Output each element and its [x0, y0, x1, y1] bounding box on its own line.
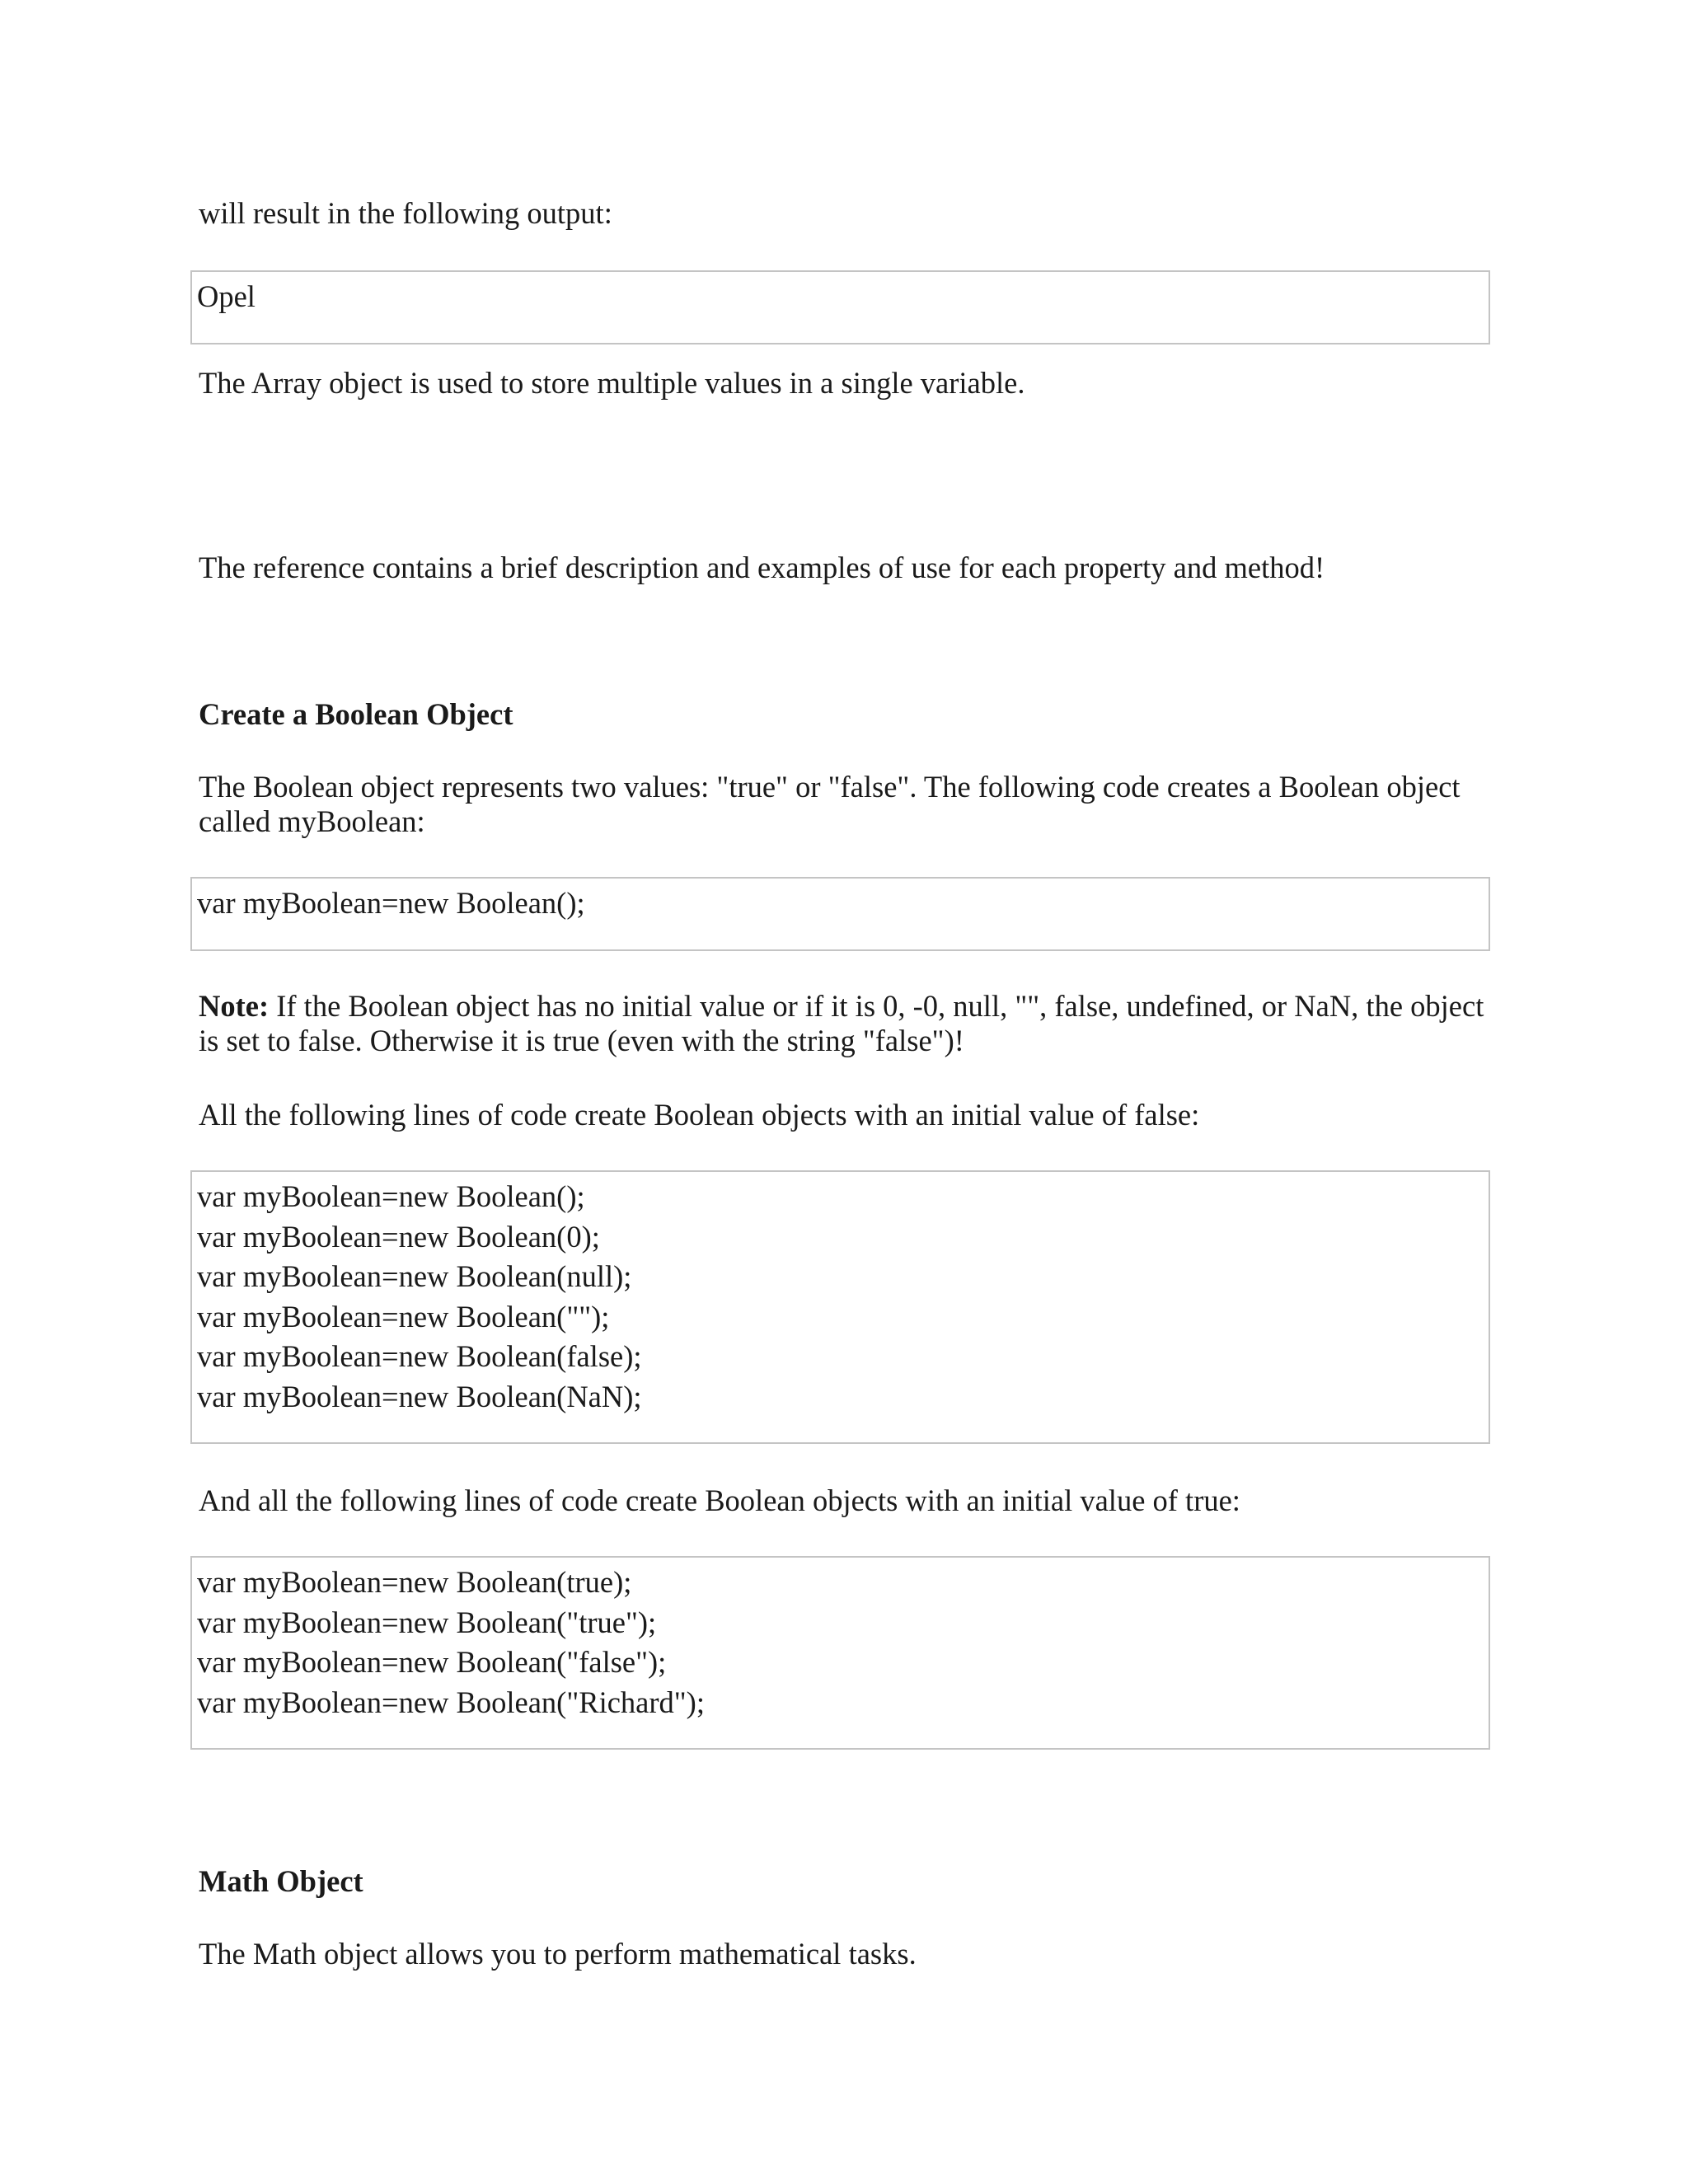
output-box [190, 270, 1490, 344]
false-intro-text: All the following lines of code create Boolean objects with an initial value of false: [199, 1098, 1200, 1132]
code-line: var myBoolean=new Boolean(true); [197, 1565, 632, 1599]
output-line: Opel [197, 279, 256, 313]
output-intro-text: will result in the following output: [199, 196, 612, 230]
code-line: var myBoolean=new Boolean(false); [197, 1339, 642, 1373]
boolean-heading: Create a Boolean Object [199, 697, 513, 731]
code-line: var myBoolean=new Boolean(); [197, 886, 585, 920]
true-intro-text: And all the following lines of code create Boolean objects with an initial value of true: [199, 1483, 1240, 1517]
code-line: var myBoolean=new Boolean(""); [197, 1299, 610, 1333]
code-line: var myBoolean=new Boolean(NaN); [197, 1379, 642, 1413]
boolean-note [199, 989, 1493, 1058]
boolean-description: The Boolean object represents two values: "true" or "false". The following code creates a Boolean object called myBoolean: [199, 770, 1461, 838]
math-description: The Math object allows you to perform mathematical tasks. [199, 1937, 917, 1971]
array-description: The Array object is used to store multiple values in a single variable. [199, 366, 1025, 400]
code-line: var myBoolean=new Boolean("true"); [197, 1605, 657, 1639]
reference-text: The reference contains a brief description and examples of use for each property and method! [199, 551, 1325, 584]
code-line: var myBoolean=new Boolean(null); [197, 1259, 632, 1293]
code-line: var myBoolean=new Boolean("Richard"); [197, 1685, 705, 1719]
code-box-false [190, 1170, 1490, 1444]
note-text: If the Boolean object has no initial value or if it is 0, -0, null, "", false, undefined, or NaN, the object is set to false. Otherwise it is true (even with the string "false")! [199, 989, 1484, 1057]
code-line: var myBoolean=new Boolean("false"); [197, 1645, 667, 1679]
code-box-create [190, 877, 1490, 951]
code-line: var myBoolean=new Boolean(); [197, 1179, 585, 1213]
code-line: var myBoolean=new Boolean(0); [197, 1219, 600, 1254]
code-box-true [190, 1556, 1490, 1750]
note-label: Note: [199, 989, 270, 1023]
math-heading: Math Object [199, 1864, 363, 1898]
